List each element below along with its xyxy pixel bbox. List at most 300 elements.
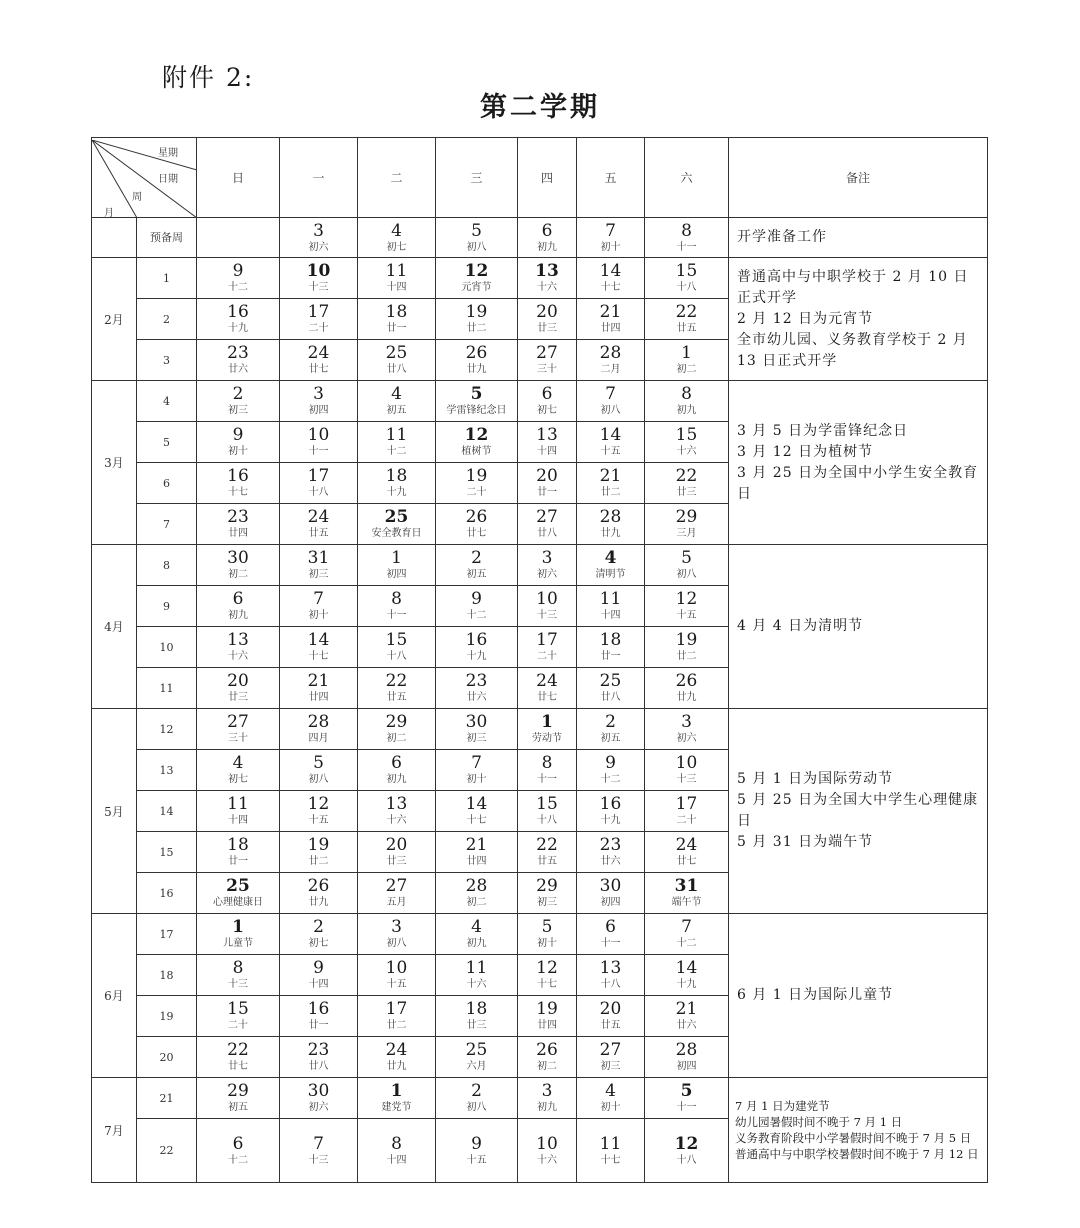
day-cell: [436, 545, 518, 586]
lunar-date: 十五: [386, 979, 407, 990]
day-cell: [358, 668, 436, 709]
day-number: 13: [227, 630, 249, 650]
lunar-date: 初八: [600, 405, 621, 416]
day-number: 29: [675, 507, 698, 527]
day-cell: [436, 381, 518, 422]
day-cell: [436, 873, 518, 914]
day-number: 6: [541, 220, 553, 241]
day-cell: [280, 299, 358, 340]
week-row: [92, 1078, 988, 1119]
lunar-date: 廿五: [386, 692, 407, 703]
day-number: 6: [541, 384, 553, 404]
day-number: 4: [604, 548, 617, 568]
lunar-date: 十六: [466, 979, 487, 990]
remark-line: 7 月 1 日为建党节: [735, 1099, 830, 1113]
day-number: 16: [599, 794, 622, 814]
lunar-date: 廿四: [308, 692, 329, 703]
day-cell: [436, 340, 518, 381]
day-cell: [436, 258, 518, 299]
day-number: 26: [465, 507, 488, 527]
lunar-date: 初九: [676, 405, 697, 416]
day-cell: [577, 545, 645, 586]
day-number: 2: [232, 384, 244, 404]
day-number: 13: [535, 261, 559, 281]
day-cell: [358, 299, 436, 340]
remark-line: 普通高中与中职学校于 2 月 10 日正式开学: [737, 268, 969, 306]
day-cell: [645, 504, 729, 545]
day-cell: [280, 218, 358, 258]
day-number: 8: [391, 589, 402, 609]
lunar-date: 十六: [537, 1154, 557, 1166]
weekday-header: 五: [577, 138, 645, 218]
lunar-date: 初五: [386, 405, 407, 416]
day-number: 26: [307, 876, 330, 896]
lunar-date: 十二: [386, 446, 407, 457]
day-number: 5: [313, 753, 324, 773]
day-number: 6: [232, 589, 244, 609]
day-number: 3: [541, 1081, 553, 1101]
day-cell: [358, 832, 436, 873]
day-number: 23: [227, 507, 249, 527]
day-number: 10: [307, 425, 330, 445]
day-cell: [577, 1078, 645, 1119]
week-row: [92, 914, 988, 955]
day-number: 14: [675, 958, 698, 978]
lunar-date: 廿七: [228, 1061, 248, 1072]
day-number: 13: [536, 425, 558, 445]
week-row: [92, 258, 988, 299]
day-number: 21: [675, 999, 698, 1019]
day-cell: [645, 1119, 729, 1183]
day-number: 4: [605, 1081, 616, 1101]
day-cell: [197, 258, 280, 299]
day-number: 11: [599, 1133, 622, 1154]
day-number: 16: [465, 630, 488, 650]
lunar-date: 初四: [308, 405, 329, 416]
day-number: 2: [471, 548, 482, 568]
week-row: [92, 381, 988, 422]
lunar-date: 廿一: [537, 487, 557, 498]
day-number: 29: [536, 876, 558, 896]
week-number-cell: 12: [137, 709, 197, 750]
day-number: 11: [465, 958, 488, 978]
day-number: 4: [391, 220, 402, 241]
day-cell: [280, 1119, 358, 1183]
semester-calendar-table: [91, 137, 988, 1183]
lunar-date: 儿童节: [223, 938, 253, 949]
day-number: 22: [536, 835, 558, 855]
day-number: 27: [227, 712, 249, 732]
lunar-date: 初四: [600, 897, 621, 908]
lunar-date: 十三: [308, 282, 329, 293]
lunar-date: 十七: [537, 979, 557, 990]
day-cell: [518, 1037, 577, 1078]
day-cell: [518, 668, 577, 709]
day-number: 22: [675, 466, 698, 486]
day-cell: [577, 914, 645, 955]
day-number: 10: [385, 958, 408, 978]
lunar-date: 初八: [676, 569, 697, 580]
lunar-date: 二月: [600, 364, 621, 375]
day-cell: [358, 340, 436, 381]
lunar-date: 初二: [386, 733, 407, 744]
day-cell: [436, 791, 518, 832]
day-cell: [518, 586, 577, 627]
day-number: 7: [605, 384, 616, 404]
remark-line: 3 月 12 日为植树节: [737, 443, 874, 460]
day-cell: [645, 668, 729, 709]
day-cell: [358, 545, 436, 586]
day-number: 20: [385, 835, 408, 855]
day-cell: [197, 709, 280, 750]
day-cell: [280, 545, 358, 586]
lunar-date: 初二: [466, 897, 487, 908]
day-number: 12: [536, 958, 558, 978]
day-number: 25: [385, 343, 408, 363]
lunar-date: 廿一: [386, 323, 407, 334]
lunar-date: 廿二: [676, 651, 697, 662]
day-number: 1: [391, 548, 402, 568]
day-cell: [518, 463, 577, 504]
day-cell: [645, 709, 729, 750]
day-cell: [280, 1078, 358, 1119]
lunar-date: 廿五: [600, 1020, 621, 1031]
week-row: [92, 218, 988, 258]
day-cell: [518, 709, 577, 750]
lunar-date: 初十: [600, 241, 621, 253]
lunar-date: 廿八: [386, 364, 407, 375]
lunar-date: 十二: [676, 938, 697, 949]
lunar-date: 安全教育日: [371, 528, 422, 539]
week-number-cell: 20: [137, 1037, 197, 1078]
lunar-date: 廿四: [466, 856, 487, 867]
day-cell: [645, 996, 729, 1037]
lunar-date: 十二: [466, 610, 487, 621]
month-cell: 7月: [92, 1078, 137, 1183]
day-number: 8: [541, 753, 553, 773]
lunar-date: 初七: [308, 938, 329, 949]
day-number: 21: [307, 671, 330, 691]
week-number-cell: 19: [137, 996, 197, 1037]
day-number: 21: [599, 466, 622, 486]
day-number: 1: [541, 712, 553, 732]
month-cell-empty: [92, 218, 137, 258]
day-cell: [280, 627, 358, 668]
week-row: [92, 545, 988, 586]
day-number: 17: [307, 302, 330, 322]
day-cell: [358, 422, 436, 463]
day-cell: [577, 586, 645, 627]
day-cell: [197, 218, 280, 258]
lunar-date: 二十: [537, 651, 557, 662]
lunar-date: 廿一: [308, 1020, 329, 1031]
day-number: 14: [599, 261, 622, 281]
lunar-date: 学雷锋纪念日: [446, 405, 507, 416]
remarks-cell: [729, 709, 988, 914]
week-number-cell: 16: [137, 873, 197, 914]
day-cell: [645, 750, 729, 791]
day-number: 30: [307, 1081, 330, 1101]
lunar-date: 十三: [676, 774, 697, 785]
remarks-cell: [729, 258, 988, 381]
day-number: 5: [541, 917, 553, 937]
day-cell: [518, 1119, 577, 1183]
week-number-cell: 1: [137, 258, 197, 299]
lunar-date: 廿三: [676, 487, 697, 498]
day-cell: [577, 340, 645, 381]
day-cell: [518, 218, 577, 258]
day-number: 29: [227, 1081, 249, 1101]
day-number: 6: [605, 917, 616, 937]
week-number-cell: 4: [137, 381, 197, 422]
day-number: 24: [307, 343, 330, 363]
day-number: 9: [471, 589, 482, 609]
day-number: 4: [471, 917, 482, 937]
day-number: 12: [464, 261, 489, 281]
day-cell: [645, 1078, 729, 1119]
day-cell: [645, 832, 729, 873]
day-number: 28: [675, 1040, 698, 1060]
lunar-date: 廿七: [537, 692, 557, 703]
day-number: 28: [307, 712, 330, 732]
day-cell: [518, 545, 577, 586]
lunar-date: 初六: [676, 733, 697, 744]
day-cell: [280, 504, 358, 545]
day-cell: [518, 504, 577, 545]
day-number: 19: [307, 835, 330, 855]
day-cell: [577, 258, 645, 299]
lunar-date: 十三: [537, 610, 557, 621]
day-number: 3: [391, 917, 402, 937]
day-cell: [518, 422, 577, 463]
lunar-date: 十七: [308, 651, 329, 662]
day-number: 10: [536, 589, 558, 609]
day-number: 28: [599, 343, 622, 363]
day-number: 3: [313, 220, 324, 241]
day-cell: [577, 627, 645, 668]
day-cell: [518, 627, 577, 668]
day-number: 7: [313, 1133, 324, 1154]
day-cell: [280, 873, 358, 914]
day-cell: [436, 463, 518, 504]
lunar-date: 十七: [466, 815, 487, 826]
lunar-date: 十二: [600, 774, 621, 785]
header-corner-cell: [92, 138, 197, 218]
day-number: 3: [681, 712, 692, 732]
lunar-date: 十一: [600, 938, 621, 949]
day-cell: [197, 996, 280, 1037]
day-cell: [280, 791, 358, 832]
attachment-label: 附件 2:: [162, 63, 255, 92]
weekday-header: 三: [436, 138, 518, 218]
remark-line: 4 月 4 日为清明节: [737, 618, 864, 634]
lunar-date: 三月: [676, 528, 697, 539]
month-cell: 5月: [92, 709, 137, 914]
lunar-date: 初八: [466, 1102, 487, 1113]
day-cell: [645, 545, 729, 586]
remarks-cell: [729, 914, 988, 1078]
lunar-date: 初六: [308, 241, 329, 253]
day-number: 19: [465, 302, 488, 322]
day-number: 24: [385, 1040, 408, 1060]
weekday-header: 二: [358, 138, 436, 218]
day-number: 7: [605, 220, 616, 241]
day-cell: [197, 955, 280, 996]
lunar-date: 三十: [537, 364, 557, 375]
lunar-date: 十四: [308, 979, 329, 990]
lunar-date: 初四: [676, 1061, 697, 1072]
remarks-cell: [729, 1078, 988, 1183]
lunar-date: 十四: [600, 610, 621, 621]
day-cell: [645, 218, 729, 258]
day-cell: [645, 1037, 729, 1078]
day-number: 25: [384, 507, 409, 527]
day-cell: [577, 381, 645, 422]
lunar-date: 端午节: [671, 897, 702, 908]
day-cell: [280, 463, 358, 504]
day-cell: [358, 1119, 436, 1183]
day-number: 20: [227, 671, 249, 691]
day-cell: [197, 750, 280, 791]
lunar-date: 初八: [308, 774, 329, 785]
day-cell: [518, 832, 577, 873]
remarks-cell: [729, 545, 988, 709]
day-number: 9: [605, 753, 616, 773]
day-number: 25: [465, 1040, 488, 1060]
remark-line: 开学准备工作: [737, 229, 827, 245]
lunar-date: 十九: [228, 323, 248, 334]
weekday-header: 日: [197, 138, 280, 218]
day-number: 21: [465, 835, 488, 855]
page-title: 第二学期: [480, 92, 600, 123]
day-cell: [518, 381, 577, 422]
corner-label-1: 星期: [158, 147, 178, 159]
day-number: 30: [465, 712, 488, 732]
week-number-cell: 预备周: [137, 218, 197, 258]
lunar-date: 廿六: [228, 364, 248, 375]
lunar-date: 十三: [308, 1154, 329, 1166]
lunar-date: 廿九: [600, 528, 621, 539]
day-cell: [197, 340, 280, 381]
day-number: 26: [536, 1040, 558, 1060]
week-number-cell: 22: [137, 1119, 197, 1183]
lunar-date: 元宵节: [461, 282, 492, 293]
lunar-date: 廿五: [537, 856, 557, 867]
day-number: 14: [599, 425, 622, 445]
lunar-date: 十九: [600, 815, 621, 826]
day-cell: [280, 1037, 358, 1078]
lunar-date: 初十: [228, 446, 248, 457]
day-number: 29: [385, 712, 408, 732]
day-number: 21: [599, 302, 622, 322]
day-number: 22: [675, 302, 698, 322]
day-cell: [645, 258, 729, 299]
day-number: 30: [599, 876, 622, 896]
day-number: 8: [232, 958, 244, 978]
week-number-cell: 14: [137, 791, 197, 832]
lunar-date: 初三: [228, 405, 248, 416]
day-number: 4: [232, 753, 244, 773]
day-number: 18: [599, 630, 622, 650]
lunar-date: 廿五: [676, 323, 697, 334]
lunar-date: 初六: [308, 1102, 329, 1113]
day-number: 7: [313, 589, 324, 609]
day-number: 16: [227, 302, 249, 322]
day-number: 9: [471, 1133, 482, 1154]
day-number: 28: [599, 507, 622, 527]
day-cell: [197, 463, 280, 504]
weekday-header: 六: [645, 138, 729, 218]
day-number: 15: [385, 630, 408, 650]
day-cell: [358, 381, 436, 422]
day-cell: [358, 504, 436, 545]
day-cell: [577, 422, 645, 463]
day-number: 1: [681, 343, 692, 363]
day-cell: [358, 955, 436, 996]
day-number: 15: [675, 261, 698, 281]
day-cell: [518, 873, 577, 914]
day-number: 11: [385, 261, 408, 281]
day-cell: [280, 996, 358, 1037]
day-cell: [518, 340, 577, 381]
day-number: 24: [307, 507, 330, 527]
day-cell: [436, 955, 518, 996]
lunar-date: 十六: [386, 815, 407, 826]
day-number: 31: [307, 548, 330, 568]
lunar-date: 初二: [676, 364, 697, 375]
day-cell: [358, 1037, 436, 1078]
lunar-date: 十八: [600, 979, 621, 990]
week-number-cell: 18: [137, 955, 197, 996]
day-cell: [518, 750, 577, 791]
lunar-date: 六月: [466, 1061, 487, 1072]
lunar-date: 十五: [600, 446, 621, 457]
day-cell: [197, 586, 280, 627]
day-number: 12: [674, 1133, 699, 1154]
lunar-date: 初九: [537, 241, 557, 253]
remark-line: 5 月 31 日为端午节: [737, 834, 874, 850]
lunar-date: 十七: [228, 487, 248, 498]
day-number: 1: [232, 917, 244, 937]
day-cell: [436, 1037, 518, 1078]
day-cell: [358, 750, 436, 791]
week-number-cell: 6: [137, 463, 197, 504]
day-cell: [197, 1078, 280, 1119]
day-cell: [577, 1037, 645, 1078]
lunar-date: 廿二: [466, 323, 487, 334]
day-number: 22: [227, 1040, 249, 1060]
day-number: 6: [232, 1133, 244, 1154]
day-cell: [436, 218, 518, 258]
lunar-date: 廿四: [228, 528, 248, 539]
week-number-cell: 9: [137, 586, 197, 627]
day-number: 18: [385, 466, 408, 486]
day-number: 1: [390, 1081, 403, 1101]
lunar-date: 四月: [308, 733, 329, 744]
day-cell: [645, 463, 729, 504]
day-cell: [436, 1078, 518, 1119]
day-number: 19: [536, 999, 558, 1019]
day-cell: [577, 463, 645, 504]
day-cell: [577, 668, 645, 709]
day-cell: [577, 832, 645, 873]
day-cell: [197, 299, 280, 340]
lunar-date: 十一: [676, 241, 697, 253]
day-cell: [280, 258, 358, 299]
lunar-date: 十八: [308, 487, 329, 498]
remark-line: 普通高中与中职学校暑假时间不晚于 7 月 12 日: [735, 1147, 979, 1161]
day-cell: [358, 258, 436, 299]
